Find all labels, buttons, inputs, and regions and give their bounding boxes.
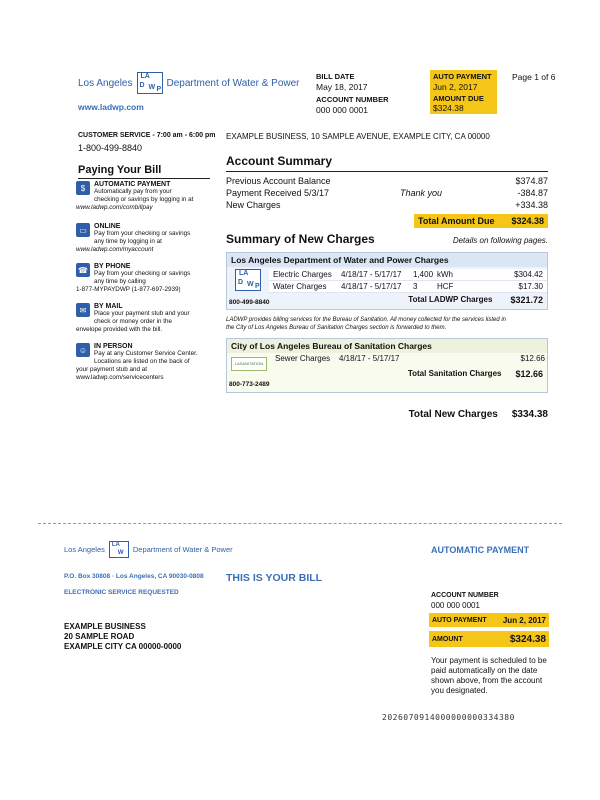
this-is-your-bill: THIS IS YOUR BILL: [226, 572, 323, 584]
method-title: BY MAIL: [94, 303, 123, 310]
method-phone: [76, 263, 216, 303]
summary-note: Thank you: [400, 188, 443, 198]
logo-right-text: Department of Water & Power: [166, 77, 300, 89]
ladwp-logo-icon: LA D W P: [137, 72, 163, 94]
method-link[interactable]: www.ladwp.com/servicecenters: [76, 374, 164, 381]
method-text: check or money order in the: [94, 318, 173, 325]
stub-logo-icon: LA W: [109, 541, 129, 558]
auto-payment-date: Jun 2, 2017: [433, 82, 478, 92]
method-in-person: [76, 343, 216, 382]
method-text: Pay from your checking or savings: [94, 230, 191, 237]
ladwp-small-logo-icon: LA D W P: [235, 269, 261, 291]
summary-value: +334.38: [515, 200, 548, 210]
summary-row: [226, 175, 548, 187]
ladwp-logo: [78, 72, 300, 94]
amount-due-label: AMOUNT DUE: [433, 94, 484, 103]
method-text: checking or savings by logging in at: [94, 196, 194, 203]
charge-row: Sewer Charges 4/18/17 - 5/17/17 $12.66: [275, 354, 545, 363]
method-text: Locations are listed on the back of: [94, 358, 190, 365]
account-number-label: ACCOUNT NUMBER: [316, 95, 389, 104]
service-address: EXAMPLE BUSINESS, 10 SAMPLE AVENUE, EXAMPLE CITY, CA 00000: [226, 132, 490, 141]
customer-service-phone: 1-800-499-8840: [78, 143, 143, 153]
schedule-note: Your payment is scheduled to be paid automatically on the date shown above, from the account you designated.: [431, 656, 547, 695]
method-text: Pay at any Customer Service Center.: [94, 350, 198, 357]
po-box: P.O. Box 30808 · Los Angeles, CA 90030-0808: [64, 573, 204, 580]
charge-row: Water Charges 4/18/17 - 5/17/17 3 HCF $17.30: [269, 281, 547, 293]
dollar-icon: $: [76, 181, 90, 195]
stub-amount-row: AMOUNT $324.38: [429, 631, 549, 647]
summary-row: [226, 187, 548, 199]
bill-date: May 18, 2017: [316, 82, 368, 92]
total-value: $324.38: [511, 216, 544, 226]
auto-payment-label: AUTO PAYMENT: [433, 72, 492, 81]
method-auto: [76, 181, 216, 223]
summary-value: -384.87: [517, 188, 548, 198]
tear-line: [38, 523, 562, 524]
method-text: any time by logging in at: [94, 238, 162, 245]
method-text: Pay from your checking or savings: [94, 270, 191, 277]
account-summary: [226, 154, 548, 228]
total-label: Total Amount Due: [418, 216, 495, 226]
paying-title: Paying Your Bill: [78, 164, 210, 179]
method-text: envelope provided with the bill.: [76, 326, 163, 333]
total-amount-due: [414, 214, 548, 228]
ladwp-rows: [269, 269, 547, 293]
summary-label: New Charges: [226, 200, 281, 210]
summary-label: Previous Account Balance: [226, 176, 331, 186]
method-title: BY PHONE: [94, 263, 131, 270]
ladwp-total: Total LADWP Charges $321.72: [408, 295, 543, 305]
method-mail: [76, 303, 216, 343]
new-charges: [226, 232, 548, 420]
details-note: Details on following pages.: [452, 236, 548, 245]
summary-row: [226, 199, 548, 211]
phone-icon: ☎: [76, 263, 90, 277]
stub-account-number: 000 000 0001: [431, 601, 480, 610]
electronic-service: ELECTRONIC SERVICE REQUESTED: [64, 589, 179, 596]
ladwp-phone: 800-499-8840: [229, 299, 270, 306]
summary-value: $374.87: [515, 176, 548, 186]
method-link[interactable]: www.ladwp.com/myaccount: [76, 246, 154, 253]
stub-account-label: ACCOUNT NUMBER: [431, 592, 499, 599]
scan-line: 2026070914000000000334380: [382, 713, 515, 722]
method-title: ONLINE: [94, 223, 121, 230]
ladwp-charges-box: [226, 252, 548, 310]
sanitation-phone: 800-773-2489: [229, 381, 270, 388]
customer-service-label: CUSTOMER SERVICE - 7:00 am - 6:00 pm: [78, 132, 216, 139]
sanitation-total: Total Sanitation Charges $12.66: [407, 369, 543, 379]
page-number: Page 1 of 6: [512, 72, 556, 82]
method-text: Automatically pay from your: [94, 188, 172, 195]
mailing-address: EXAMPLE BUSINESS 20 SAMPLE ROAD EXAMPLE CITY CA 00000-0000: [64, 622, 182, 651]
computer-icon: ▭: [76, 223, 90, 237]
bill-date-label: BILL DATE: [316, 72, 355, 81]
logo-left-text: Los Angeles: [78, 77, 133, 89]
sanitation-charges-box: [226, 338, 548, 393]
charge-row: Electric Charges 4/18/17 - 5/17/17 1,400 kWh $304.42: [269, 269, 547, 281]
summary-label: Payment Received 5/3/17: [226, 188, 330, 198]
stub-logo: Los Angeles LA W Department of Water & Power: [64, 542, 233, 556]
stub-auto-payment-title: AUTOMATIC PAYMENT: [431, 545, 530, 555]
sanitation-heading: City of Los Angeles Bureau of Sanitation Charges: [227, 339, 547, 353]
ladwp-heading: Los Angeles Department of Water and Power Charges: [227, 253, 547, 267]
stub-auto-payment-row: AUTO PAYMENT Jun 2, 2017: [429, 613, 549, 627]
method-text: Place your payment stub and your: [94, 310, 190, 317]
method-phone-number[interactable]: 1-877-MYPAYDWP (1-877-697-2939): [76, 286, 181, 293]
method-online: [76, 223, 216, 263]
mail-icon: ✉: [76, 303, 90, 317]
sanitation-disclaimer: LADWP provides billing services for the Bureau of Sanitation. All money collected for the services listed in the City of Los Angeles Bureau of Sanitation Charges section is forwarded to them.: [226, 317, 507, 331]
account-number: 000 000 0001: [316, 105, 368, 115]
person-icon: ☺: [76, 343, 90, 357]
website-link[interactable]: www.ladwp.com: [78, 102, 144, 112]
method-title: IN PERSON: [94, 343, 133, 350]
method-title: AUTOMATIC PAYMENT: [94, 181, 171, 188]
sanitation-logo-icon: LASANITATION: [231, 357, 267, 371]
method-link[interactable]: www.ladwp.com/combillpay: [76, 204, 153, 211]
new-charges-title: Summary of New Charges: [226, 232, 375, 246]
total-new-charges: Total New Charges $334.38: [408, 409, 548, 420]
method-text: any time by calling: [94, 278, 146, 285]
payment-methods: [76, 181, 216, 382]
method-text: your payment stub and at: [76, 366, 148, 373]
amount-due: $324.38: [433, 103, 464, 113]
summary-title: Account Summary: [226, 154, 548, 172]
